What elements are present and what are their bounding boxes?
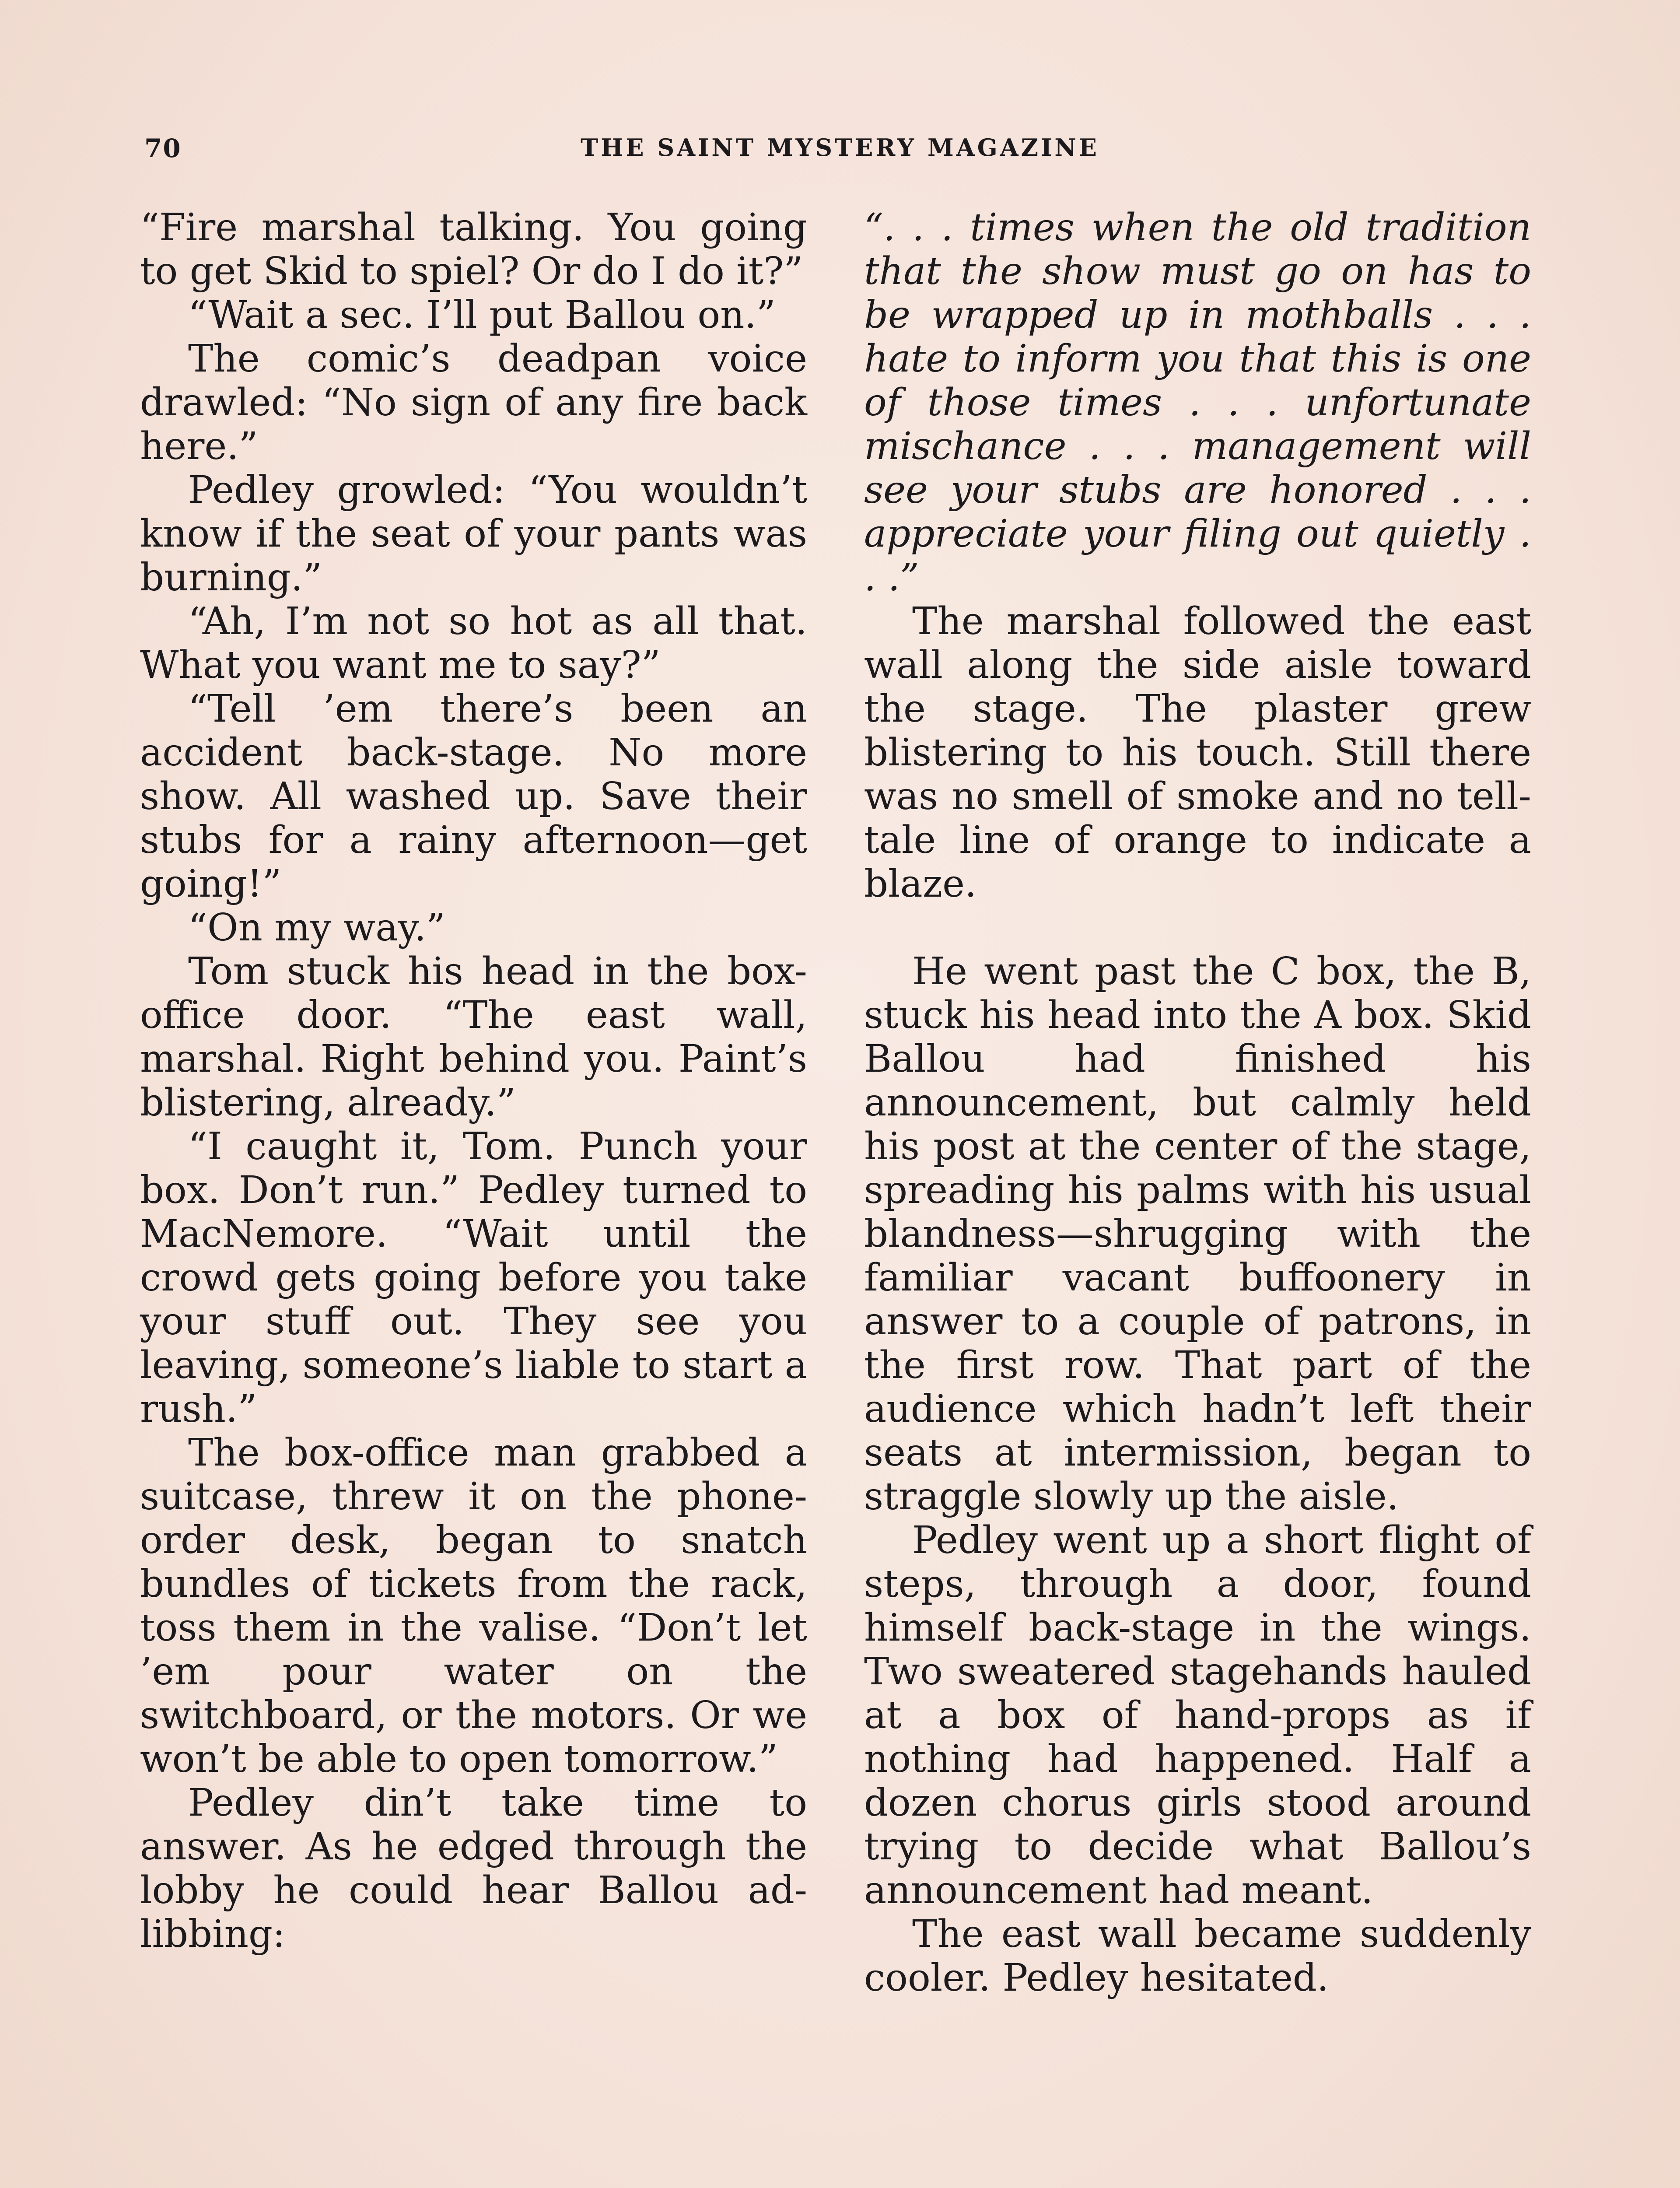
left-column [140, 206, 807, 1956]
paragraph: Pedley went up a short flight of steps, through a door, found himself back-stage in the wings. Two sweatered stagehands hauled at a box of hand-props as if nothing had happened. Half a dozen chorus girls stood around trying to decide what Ballou’s announcement had meant. [864, 1518, 1531, 1912]
paragraph: The box-office man grabbed a suitcase, threw it on the phone-order desk, began to snatch bundles of tickets from the rack, toss them in the valise. “Don’t let ’em pour water on the switchboard, or the motors. Or we won’t be able to open tomorrow.” [140, 1431, 807, 1781]
paragraph: “Fire marshal talking. You going to get Skid to spiel? Or do I do it?” [140, 206, 807, 293]
page-number: 70 [144, 133, 182, 163]
paragraph: Pedley growled: “You wouldn’t know if the seat of your pants was burning.” [140, 468, 807, 600]
paragraph: He went past the C box, the B, stuck his head into the A box. Skid Ballou had finished his announcement, but calmly held his post at the center of the stage, spreading his palms with his usual blandness—shrugging with the familiar vacant buffoonery in answer to a couple of patrons, in the first row. That part of the audience which hadn’t left their seats at intermission, began to straggle slowly up the aisle. [864, 950, 1531, 1518]
paragraph: “Wait a sec. I’ll put Ballou on.” [188, 293, 776, 337]
paragraph: “I caught it, Tom. Punch your box. Don’t run.” Pedley turned to MacNemore. “Wait until the crowd gets going before you take your stuff out. They see you leaving, someone’s liable to start a rush.” [140, 1125, 807, 1431]
running-head: THE SAINT MYSTERY MAGAZINE [581, 133, 1099, 161]
paragraph: The comic’s deadpan voice drawled: “No sign of any fire back here.” [140, 337, 807, 468]
announcement-quote: “. . . times when the old tradition that the show must go on has to be wrapped up in mothballs . . . hate to inform you that this is one of those times . . . unfortunate mischance . . . management will see your stubs are honored . . . appreciate your filing out quietly . . .” [864, 206, 1531, 600]
page-header [144, 129, 1536, 168]
paragraph: “Ah, I’m not so hot as all that. What you want me to say?” [140, 600, 807, 687]
paragraph: Pedley din’t take time to answer. As he edged through the lobby he could hear Ballou ad-libbing: [140, 1781, 807, 1956]
paragraph: “On my way.” [188, 906, 446, 950]
right-column [864, 206, 1531, 2000]
paragraph: “Tell ’em there’s been an accident back-stage. No more show. All washed up. Save their stubs for a rainy afternoon—get going!” [140, 687, 807, 906]
paragraph: The east wall became suddenly cooler. Pedley hesitated. [864, 1912, 1531, 2000]
paragraph: The marshal followed the east wall along the side aisle toward the stage. The plaster grew blistering to his touch. Still there was no smell of smoke and no tell-tale line of orange to indicate a blaze. [864, 600, 1531, 906]
paragraph: Tom stuck his head in the box-office door. “The east wall, marshal. Right behind you. Paint’s blistering, already.” [140, 950, 807, 1125]
